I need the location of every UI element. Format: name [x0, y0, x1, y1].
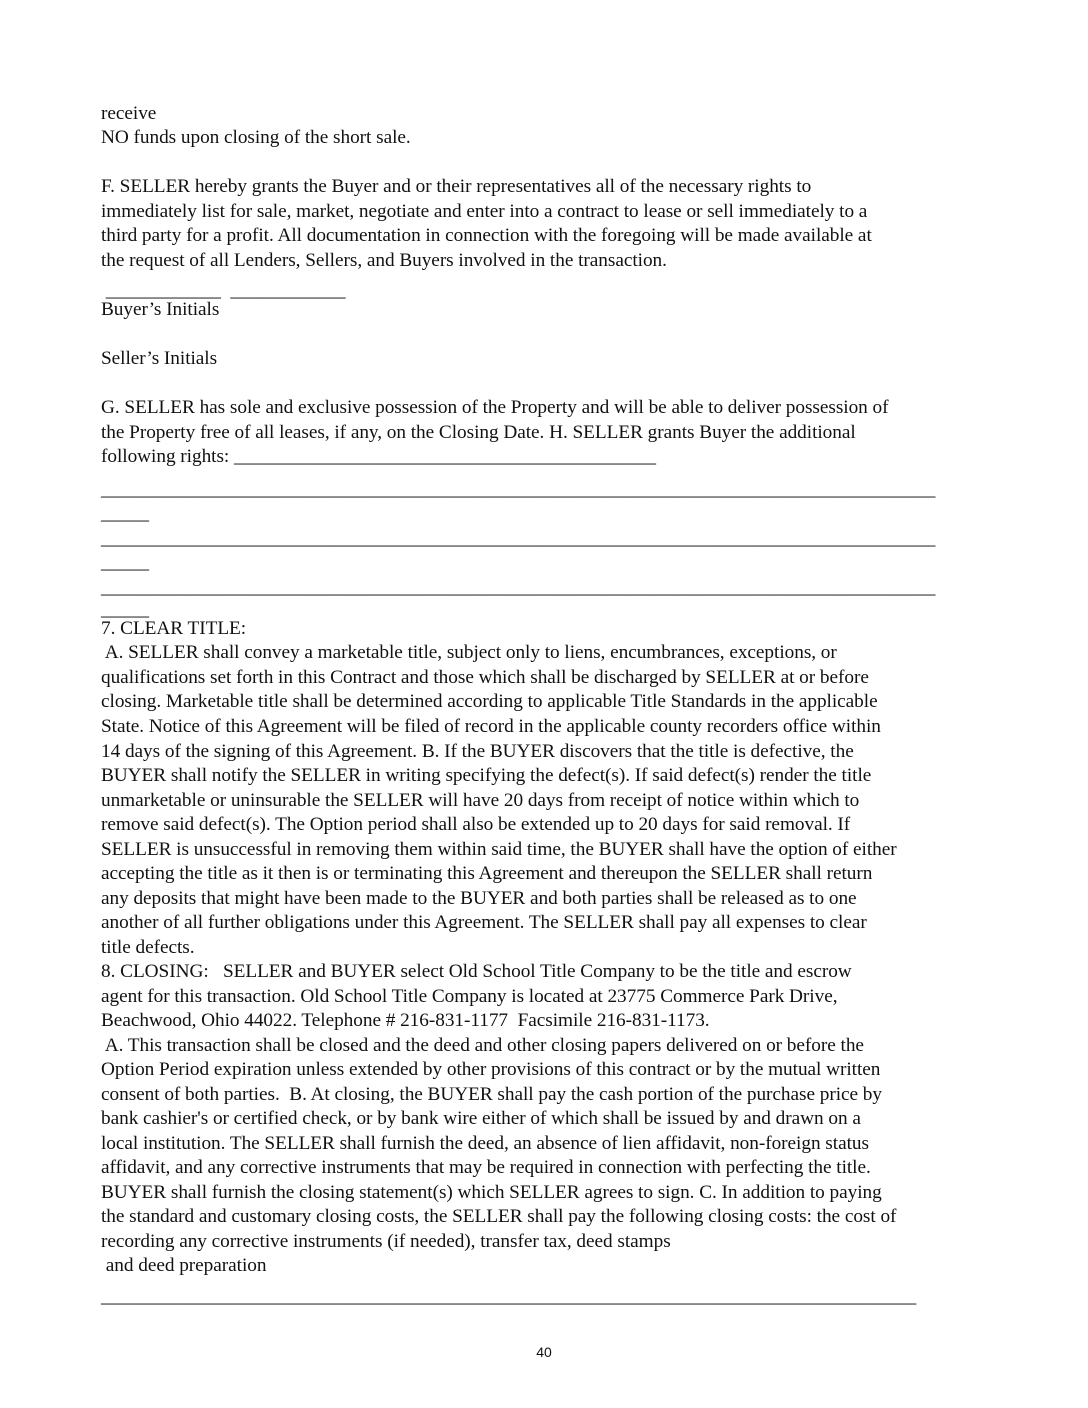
text-line: remove said defect(s). The Option period shall also be extended up to 20 days for said removal. If: [101, 814, 851, 835]
text-line: closing. Marketable title shall be determined according to applicable Title Standards in the applicable: [101, 691, 878, 712]
blank-line: _____________________________________________________________________________________: [101, 1286, 917, 1307]
text-line: qualifications set forth in this Contract and those which shall be discharged by SELLER at or before: [101, 667, 869, 688]
text-line: title defects.: [101, 937, 195, 958]
text-line: affidavit, and any corrective instruments that may be required in connection with perfecting the title.: [101, 1157, 871, 1178]
text-line: A. SELLER shall convey a marketable title, subject only to liens, encumbrances, exceptions, or: [101, 642, 837, 663]
text-line: BUYER shall notify the SELLER in writing specifying the defect(s). If said defect(s) render the title: [101, 765, 872, 786]
text-line: local institution. The SELLER shall furnish the deed, an absence of lien affidavit, non-foreign status: [101, 1133, 869, 1154]
text-line: accepting the title as it then is or terminating this Agreement and thereupon the SELLER shall return: [101, 863, 873, 884]
text-line: F. SELLER hereby grants the Buyer and or their representatives all of the necessary rights to: [101, 176, 812, 197]
text-line: another of all further obligations under this Agreement. The SELLER shall pay all expenses to clear: [101, 912, 867, 933]
text-line: SELLER is unsuccessful in removing them within said time, the BUYER shall have the option of either: [101, 839, 897, 860]
text-line: receive: [101, 103, 157, 124]
seller-initials-label: Seller’s Initials: [101, 348, 218, 369]
text-line: bank cashier's or certified check, or by bank wire either of which shall be issued by and drawn on a: [101, 1108, 861, 1129]
text-line: unmarketable or uninsurable the SELLER will have 20 days from receipt of notice within which to: [101, 790, 860, 811]
text-line: Beachwood, Ohio 44022. Telephone # 216-831-1177 Facsimile 216-831-1173.: [101, 1010, 710, 1031]
text-line: the standard and customary closing costs, the SELLER shall pay the following closing costs: the cost of: [101, 1206, 897, 1227]
text-line: any deposits that might have been made to the BUYER and both parties shall be released as to one: [101, 888, 857, 909]
section-heading-clear-title: 7. CLEAR TITLE:: [101, 618, 247, 639]
text-line: recording any corrective instruments (if needed), transfer tax, deed stamps: [101, 1231, 671, 1252]
blank-line: _______________________________________________________________________________________: [101, 479, 936, 500]
initials-blanks: ____________ ____________: [101, 280, 346, 301]
text-line: immediately list for sale, market, negotiate and enter into a contract to lease or sell immediately to a: [101, 201, 868, 222]
blank-line: _______________________________________________________________________________________: [101, 577, 936, 598]
text-line: agent for this transaction. Old School Title Company is located at 23775 Commerce Park Drive,: [101, 986, 838, 1007]
text-line: G. SELLER has sole and exclusive possession of the Property and will be able to deliver possession of: [101, 397, 889, 418]
blank-line: _______________________________________________________________________________________: [101, 528, 936, 549]
section-heading-closing: 8. CLOSING: SELLER and BUYER select Old School Title Company to be the title and escrow: [101, 961, 852, 982]
blank-line-short: _____: [101, 552, 149, 573]
text-line: the Property free of all leases, if any, on the Closing Date. H. SELLER grants Buyer the additional: [101, 422, 856, 443]
text-line: State. Notice of this Agreement will be filed of record in the applicable county recorders office within: [101, 716, 881, 737]
blank-line-short: _____: [101, 599, 149, 620]
text-line: BUYER shall furnish the closing statement(s) which SELLER agrees to sign. C. In addition to paying: [101, 1182, 882, 1203]
text-line: the request of all Lenders, Sellers, and Buyers involved in the transaction.: [101, 250, 667, 271]
blank-line-short: _____: [101, 503, 149, 524]
text-line: and deed preparation: [101, 1255, 267, 1276]
text-line: 14 days of the signing of this Agreement. B. If the BUYER discovers that the title is defective, the: [101, 741, 854, 762]
text-line: Option Period expiration unless extended by other provisions of this contract or by the mutual written: [101, 1059, 881, 1080]
text-line: following rights: ____________________________________________: [101, 446, 656, 467]
text-line: third party for a profit. All documentation in connection with the foregoing will be made available at: [101, 225, 872, 246]
text-line: consent of both parties. B. At closing, the BUYER shall pay the cash portion of the purchase price by: [101, 1084, 882, 1105]
buyer-initials-label: Buyer’s Initials: [101, 299, 220, 320]
page-number: 40: [536, 1344, 552, 1360]
text-line: NO funds upon closing of the short sale.: [101, 127, 411, 148]
text-line: A. This transaction shall be closed and the deed and other closing papers delivered on or before the: [101, 1035, 864, 1056]
